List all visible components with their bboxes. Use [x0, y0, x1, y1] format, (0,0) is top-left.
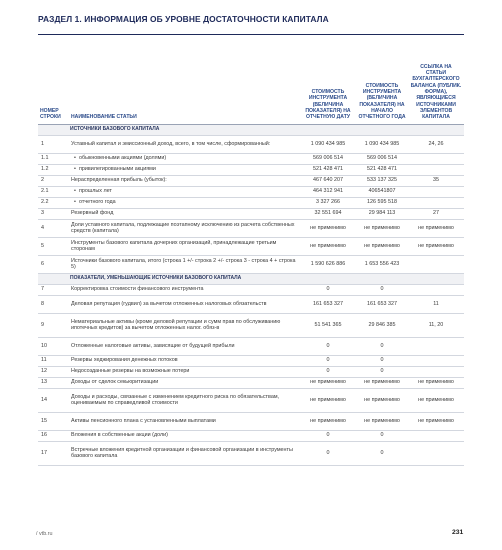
row-ref [408, 355, 464, 366]
row-current: 0 [300, 284, 356, 295]
row-code: 1.2 [38, 164, 69, 175]
section-row-base-capital [38, 124, 464, 135]
row-current: не применимо [300, 377, 356, 388]
row-start: 0 [356, 441, 408, 465]
row-current: не применимо [300, 388, 356, 412]
row-current: 0 [300, 430, 356, 441]
row-start: 406541807 [356, 186, 408, 197]
row-name-cell [69, 153, 300, 164]
row-start: не применимо [356, 412, 408, 430]
footer-site-link[interactable]: / vtb.ru [36, 531, 53, 537]
header-current-value: СТОИМОСТЬ ИНСТРУМЕНТА (ВЕЛИЧИНА ПОКАЗАТЕЛЯ) НА ОТЧЕТНУЮ ДАТУ [300, 38, 356, 124]
row-code: 4 [38, 219, 69, 237]
row-current: не применимо [300, 219, 356, 237]
row-start: 161 653 327 [356, 295, 408, 313]
row-name-cell [69, 186, 300, 197]
row-code: 2.1 [38, 186, 69, 197]
row-name: Доходы и расходы, связанные с изменением кредитного риска по обязательствам, оцениваемым по справедливой стоимости [69, 388, 300, 412]
row-code: 1.1 [38, 153, 69, 164]
row-code: 12 [38, 366, 69, 377]
table-row [38, 388, 464, 412]
table-row [38, 208, 464, 219]
row-ref: 35 [408, 175, 464, 186]
row-current: 3 327 266 [300, 197, 356, 208]
header-item-name: НАИМЕНОВАНИЕ СТАТЬИ [69, 38, 300, 124]
row-code: 2.2 [38, 197, 69, 208]
row-ref [408, 186, 464, 197]
row-ref [408, 164, 464, 175]
row-name: Уставный капитал и эмиссионный доход, всего, в том числе, сформированный: [69, 135, 300, 153]
table-row [38, 313, 464, 337]
row-ref: 11 [408, 295, 464, 313]
row-code: 15 [38, 412, 69, 430]
row-ref [408, 284, 464, 295]
row-name: Корректировка стоимости финансового инструмента [69, 284, 300, 295]
row-current: 569 006 514 [300, 153, 356, 164]
row-current: не применимо [300, 237, 356, 255]
row-code: 10 [38, 337, 69, 355]
row-start: 29 984 113 [356, 208, 408, 219]
row-ref: 11, 20 [408, 313, 464, 337]
row-ref: 27 [408, 208, 464, 219]
row-name: прошлых лет [79, 188, 112, 195]
row-ref [408, 337, 464, 355]
table-row [38, 197, 464, 208]
bullet-icon: • [74, 166, 76, 173]
row-start: 0 [356, 430, 408, 441]
row-code: 14 [38, 388, 69, 412]
row-current: 0 [300, 355, 356, 366]
row-name: Активы пенсионного плана с установленными выплатами [69, 412, 300, 430]
row-ref [408, 197, 464, 208]
row-name: Резервы хеджирования денежных потоков [69, 355, 300, 366]
row-current: 464 312 941 [300, 186, 356, 197]
row-ref: не применимо [408, 412, 464, 430]
row-start: 29 846 385 [356, 313, 408, 337]
table-row [38, 219, 464, 237]
row-name: привилегированными акциями [79, 166, 156, 173]
row-start: не применимо [356, 219, 408, 237]
table-row [38, 295, 464, 313]
row-code: 8 [38, 295, 69, 313]
section-row-deductions [38, 273, 464, 284]
row-ref: 24, 26 [408, 135, 464, 153]
row-start: 0 [356, 355, 408, 366]
title-rule [38, 34, 464, 35]
row-current: 0 [300, 366, 356, 377]
row-name-cell [69, 197, 300, 208]
row-name: обыкновенными акциями (долями) [79, 155, 167, 162]
row-ref [408, 153, 464, 164]
row-ref: не применимо [408, 237, 464, 255]
table-row [38, 366, 464, 377]
row-current: 51 541 365 [300, 313, 356, 337]
row-name: Нераспределенная прибыль (убыток): [69, 175, 300, 186]
row-code: 9 [38, 313, 69, 337]
row-name: Доли уставного капитала, подлежащие поэтапному исключению из расчета собственных средств (капитала) [69, 219, 300, 237]
row-start: 0 [356, 337, 408, 355]
table-row [38, 175, 464, 186]
table-row [38, 153, 464, 164]
row-ref: не применимо [408, 377, 464, 388]
row-current: 1 090 434 985 [300, 135, 356, 153]
row-ref: не применимо [408, 219, 464, 237]
table-row [38, 355, 464, 366]
row-name: отчетного года [79, 199, 116, 206]
row-name: Источники базового капитала, итого (строка 1 +/- строка 2 +/- строка 3 - строка 4 + строка 5) [69, 255, 300, 273]
row-current: 32 551 694 [300, 208, 356, 219]
row-code: 17 [38, 441, 69, 465]
table-row [38, 412, 464, 430]
row-name: Доходы от сделок секьюритизации [69, 377, 300, 388]
table-row [38, 377, 464, 388]
row-code: 16 [38, 430, 69, 441]
table-row [38, 284, 464, 295]
section-label: ИСТОЧНИКИ БАЗОВОГО КАПИТАЛА [38, 124, 464, 135]
row-code: 11 [38, 355, 69, 366]
table-row [38, 164, 464, 175]
row-ref [408, 366, 464, 377]
table-row [38, 237, 464, 255]
capital-adequacy-table [38, 38, 464, 466]
row-current: 0 [300, 337, 356, 355]
header-balance-reference: ССЫЛКА НА СТАТЬИ БУХГАЛТЕРСКОГО БАЛАНСА (ПУБЛИК. ФОРМА), ЯВЛЯЮЩИЕСЯ ИСТОЧНИКАМИ ЭЛЕМЕНТОВ КАПИТАЛА [408, 38, 464, 124]
row-code: 3 [38, 208, 69, 219]
section-label: ПОКАЗАТЕЛИ, УМЕНЬШАЮЩИЕ ИСТОЧНИКИ БАЗОВОГО КАПИТАЛА [38, 273, 464, 284]
section-title: РАЗДЕЛ 1. ИНФОРМАЦИЯ ОБ УРОВНЕ ДОСТАТОЧНОСТИ КАПИТАЛА [38, 14, 329, 24]
header-row-number: НОМЕР СТРОКИ [38, 38, 69, 124]
bullet-icon: • [74, 199, 76, 206]
row-code: 5 [38, 237, 69, 255]
bullet-icon: • [74, 188, 76, 195]
row-name: Резервный фонд [69, 208, 300, 219]
row-start: не применимо [356, 237, 408, 255]
row-name: Вложения в собственные акции (доли) [69, 430, 300, 441]
row-current: 0 [300, 441, 356, 465]
row-start: 569 006 514 [356, 153, 408, 164]
table-row [38, 441, 464, 465]
row-current: 161 653 327 [300, 295, 356, 313]
row-start: 0 [356, 284, 408, 295]
table-row [38, 186, 464, 197]
page-number: 231 [452, 529, 464, 536]
table-row [38, 337, 464, 355]
table-row [38, 430, 464, 441]
row-name: Инструменты базового капитала дочерних организаций, принадлежащие третьим сторонам [69, 237, 300, 255]
row-ref [408, 441, 464, 465]
row-name: Деловая репутация (гудвил) за вычетом отложенных налоговых обязательств [69, 295, 300, 313]
row-ref [408, 430, 464, 441]
row-code: 1 [38, 135, 69, 153]
row-start: 521 428 471 [356, 164, 408, 175]
row-start: 1 653 556 423 [356, 255, 408, 273]
row-start: 126 595 518 [356, 197, 408, 208]
row-start: 0 [356, 366, 408, 377]
table-row [38, 255, 464, 273]
row-current: 1 590 626 886 [300, 255, 356, 273]
bullet-icon: • [74, 155, 76, 162]
row-name: Отложенные налоговые активы, зависящие от будущей прибыли [69, 337, 300, 355]
table-header-row [38, 38, 464, 124]
row-current: не применимо [300, 412, 356, 430]
row-start: не применимо [356, 377, 408, 388]
row-ref [408, 255, 464, 273]
row-name: Встречные вложения кредитной организации и финансовой организации в инструменты базового капитала [69, 441, 300, 465]
row-start: не применимо [356, 388, 408, 412]
row-code: 2 [38, 175, 69, 186]
row-current: 467 640 207 [300, 175, 356, 186]
row-code: 7 [38, 284, 69, 295]
row-start: 1 090 434 985 [356, 135, 408, 153]
row-start: 533 137 325 [356, 175, 408, 186]
row-code: 13 [38, 377, 69, 388]
row-current: 521 428 471 [300, 164, 356, 175]
row-name: Недосозданные резервы на возможные потери [69, 366, 300, 377]
row-ref: не применимо [408, 388, 464, 412]
row-code: 6 [38, 255, 69, 273]
row-name: Нематериальные активы (кроме деловой репутации и сумм прав по обслуживанию ипотечных кредитов) за вычетом отложенных налог. обяз-в [69, 313, 300, 337]
row-name-cell [69, 164, 300, 175]
table-row [38, 135, 464, 153]
header-start-value: СТОИМОСТЬ ИНСТРУМЕНТА (ВЕЛИЧИНА ПОКАЗАТЕЛЯ) НА НАЧАЛО ОТЧЕТНОГО ГОДА [356, 38, 408, 124]
